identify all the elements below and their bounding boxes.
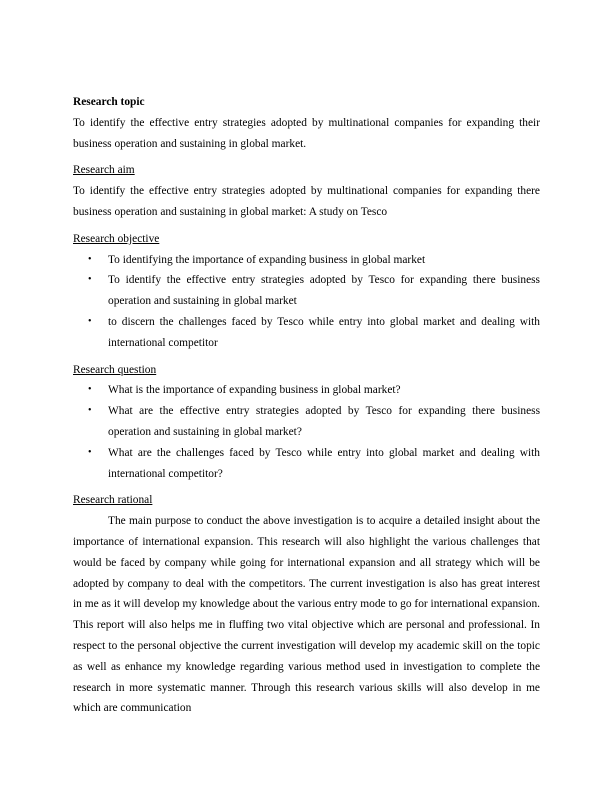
bullet-icon: •	[88, 446, 92, 458]
list-item-text: What are the challenges faced by Tesco while entry into global market and dealing with international competitor?	[108, 446, 540, 480]
research-question-heading: Research question	[73, 363, 157, 376]
research-aim-text: To identify the effective entry strategies adopted by multinational companies for expanding there business operation and sustaining in global market: A study on Tesco	[73, 185, 540, 218]
research-topic-text: To identify the effective entry strategies adopted by multinational companies for expanding their business operation and sustaining in global market.	[73, 116, 540, 150]
list-item	[73, 443, 540, 485]
section-research-rational	[73, 490, 540, 719]
section-research-aim	[73, 160, 540, 222]
section-research-question	[73, 360, 540, 485]
research-objective-list	[73, 250, 540, 354]
research-rational-heading: Research rational	[73, 494, 153, 507]
research-topic-heading: Research topic	[73, 96, 145, 108]
document-page	[73, 92, 540, 719]
list-item-text: To identifying the importance of expanding business in global market	[108, 253, 426, 266]
bullet-icon: •	[88, 315, 92, 327]
section-research-objective	[73, 229, 540, 354]
list-item	[73, 380, 540, 401]
research-rational-text: The main purpose to conduct the above investigation is to acquire a detailed insight about the importance of international expansion. This research will also highlight the various challenges that would be faced by company while going for international expansion and all strategy which will be adopted by company to deal with the competitors. The current investigation is also has great interest in me as it will develop my knowledge about the various entry mode to go for international expansion. This report will also helps me in fluffing two vital objective which are personal and professional. In respect to the personal objective the current investigation will develop my academic skill on the topic as well as enhance my knowledge regarding various method used in investigation to complete the research in more systematic manner. Through this research various skills will also develop in me which are communication	[73, 515, 540, 715]
list-item	[73, 250, 540, 271]
list-item	[73, 401, 540, 443]
list-item-text: What is the importance of expanding business in global market?	[108, 384, 401, 397]
bullet-icon: •	[88, 405, 92, 417]
research-aim-heading: Research aim	[73, 164, 135, 177]
list-item	[73, 270, 540, 312]
list-item-text: To identify the effective entry strategies adopted by Tesco for expanding there business operation and sustaining in global market	[108, 274, 540, 308]
bullet-icon: •	[88, 253, 92, 265]
list-item-text: to discern the challenges faced by Tesco while entry into global market and dealing with international competitor	[108, 315, 540, 349]
bullet-icon: •	[88, 274, 92, 286]
bullet-icon: •	[88, 384, 92, 396]
list-item-text: What are the effective entry strategies adopted by Tesco for expanding there business operation and sustaining in global market?	[108, 405, 540, 438]
research-question-list	[73, 380, 540, 484]
list-item	[73, 312, 540, 354]
section-research-topic	[73, 92, 540, 154]
research-objective-heading: Research objective	[73, 232, 160, 245]
